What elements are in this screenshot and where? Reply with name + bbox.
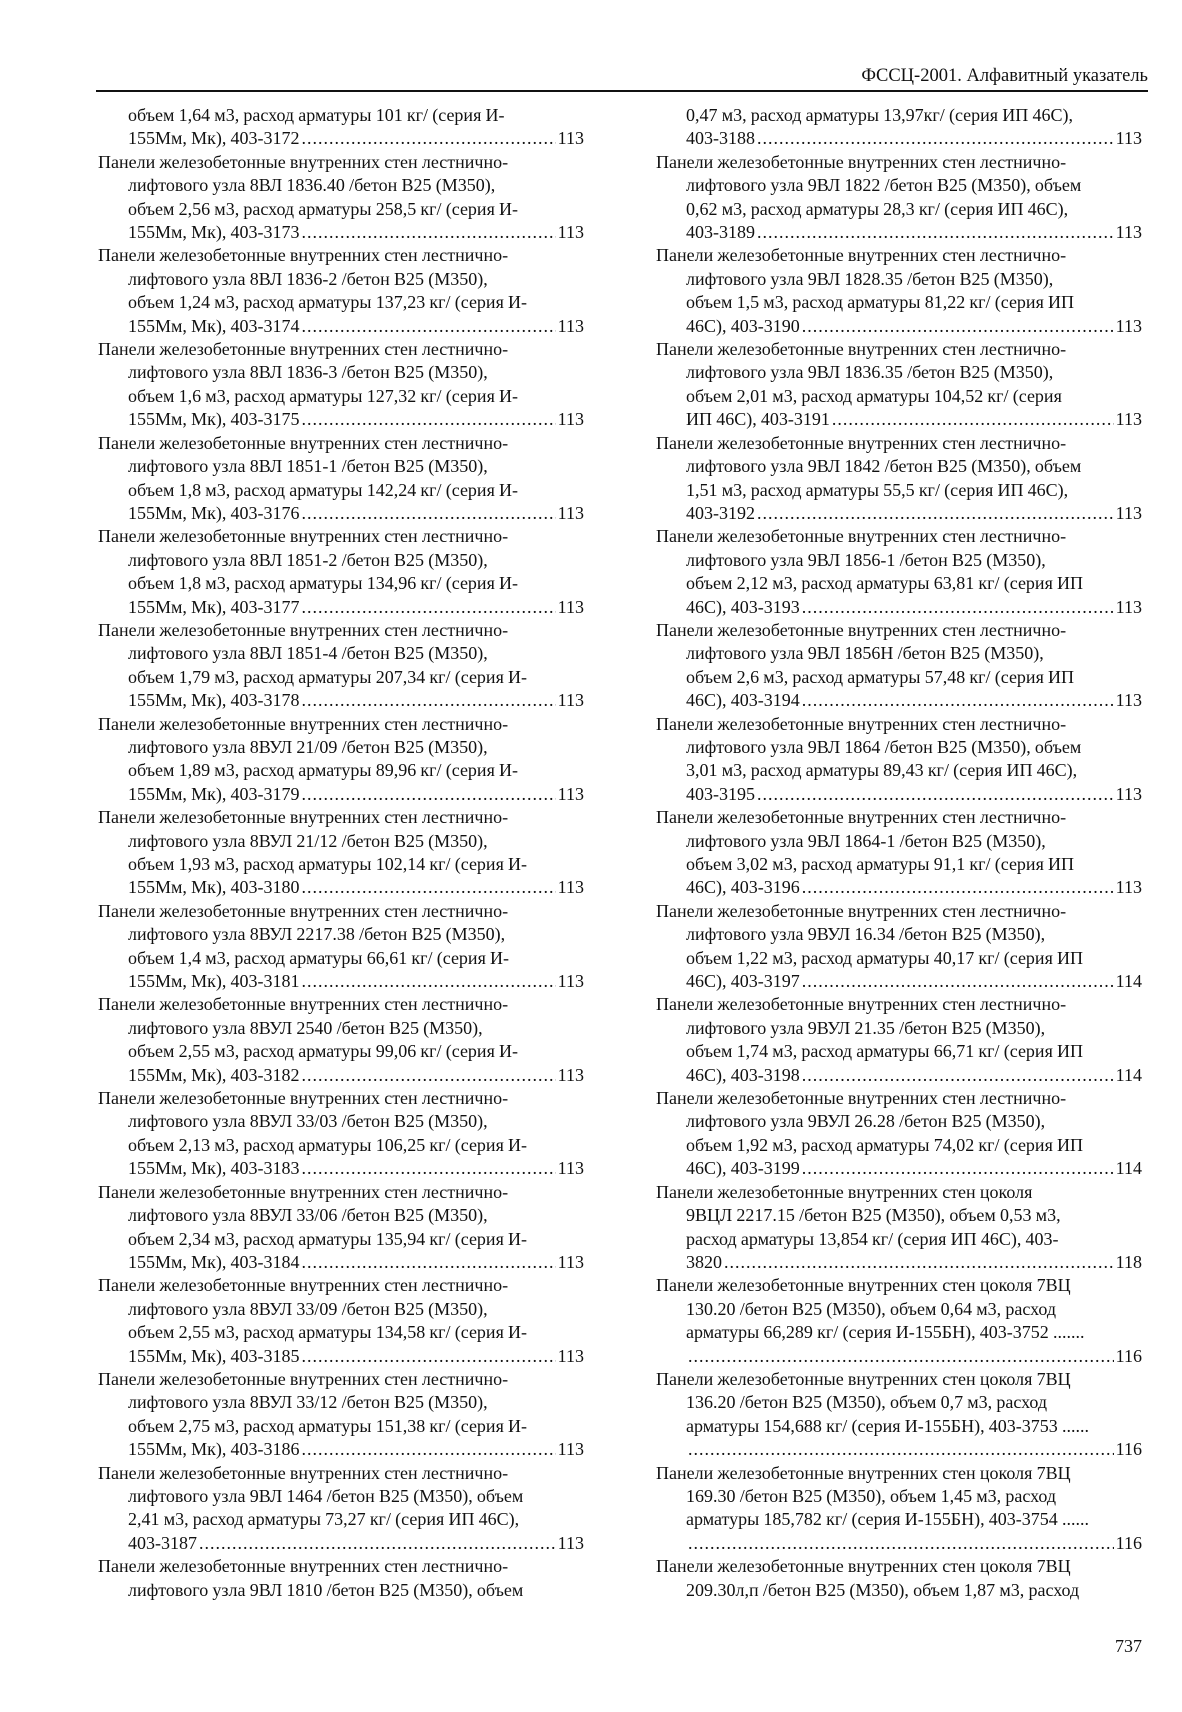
index-entry-line: лифтового узла 9ВУЛ 26.28 /бетон В25 (М350),: [686, 1111, 1046, 1132]
index-entry: [98, 1274, 584, 1368]
index-entry-last-line: [98, 127, 584, 150]
index-entry-line: Панели железобетонные внутренних стен цоколя 7ВЦ: [656, 1275, 1071, 1296]
dot-leader: [688, 1345, 1114, 1368]
index-entry-line: 1,51 м3, расход арматуры 55,5 кг/ (серия ИП 46С),: [686, 479, 1069, 500]
index-entry-text: 403-3189: [686, 222, 755, 243]
index-entry-line: объем 1,4 м3, расход арматуры 66,61 кг/ (серия И-: [128, 947, 510, 968]
index-entry-line: объем 1,74 м3, расход арматуры 66,71 кг/ (серия ИП: [686, 1041, 1084, 1062]
index-entry-page: 113: [557, 1064, 584, 1085]
index-entry: [656, 244, 1142, 338]
index-entry: [98, 104, 584, 151]
index-entry-line: Панели железобетонные внутренних стен лестнично-: [98, 432, 509, 453]
index-entry-text: 155Мм, Мк), 403-3174: [128, 315, 300, 336]
index-entry-line: лифтового узла 9ВУЛ 16.34 /бетон В25 (М350),: [686, 924, 1046, 945]
index-entry-page: 116: [1115, 1532, 1142, 1553]
index-entry-line: 0,62 м3, расход арматуры 28,3 кг/ (серия ИП 46С),: [686, 198, 1069, 219]
dot-leader: [302, 408, 556, 431]
index-entry-text: 403-3192: [686, 502, 755, 523]
index-entry-page: 116: [1115, 1345, 1142, 1366]
index-entry-line: объем 1,24 м3, расход арматуры 137,23 кг/ (серия И-: [128, 292, 528, 313]
dot-leader: [199, 1532, 556, 1555]
index-entry-line: 209.30л,п /бетон В25 (М350), объем 1,87 м3, расход: [686, 1579, 1080, 1600]
index-entry-line: объем 2,75 м3, расход арматуры 151,38 кг/ (серия И-: [128, 1415, 528, 1436]
index-entry-line: Панели железобетонные внутренних стен лестнично-: [98, 900, 509, 921]
index-entry-line: Панели железобетонные внутренних стен лестнично-: [98, 994, 509, 1015]
index-entry-page: 113: [557, 222, 584, 243]
index-entry-line: лифтового узла 8ВЛ 1851-4 /бетон В25 (М350),: [128, 643, 488, 664]
index-entry-line: Панели железобетонные внутренних стен лестнично-: [656, 339, 1067, 360]
index-entry-last-line: [656, 689, 1142, 712]
index-entry-line: Панели железобетонные внутренних стен лестнично-: [98, 1088, 509, 1109]
index-entry-text: 403-3187: [128, 1532, 197, 1553]
index-entry-line: лифтового узла 8ВУЛ 33/03 /бетон В25 (М350),: [128, 1111, 488, 1132]
index-entry-line: лифтового узла 9ВЛ 1828.35 /бетон В25 (М350),: [686, 268, 1054, 289]
index-entry-line: 130.20 /бетон В25 (М350), объем 0,64 м3, расход: [686, 1298, 1057, 1319]
index-entry-line: объем 1,8 м3, расход арматуры 134,96 кг/ (серия И-: [128, 573, 519, 594]
index-entry-page: 113: [557, 971, 584, 992]
index-entry-line: расход арматуры 13,854 кг/ (серия ИП 46С), 403-: [686, 1228, 1059, 1249]
index-entry-text: 155Мм, Мк), 403-3173: [128, 222, 300, 243]
index-entry-line: Панели железобетонные внутренних стен лестнично-: [98, 339, 509, 360]
index-entry-text: 46С), 403-3199: [686, 1158, 800, 1179]
index-entry-page: 116: [1115, 1439, 1142, 1460]
index-entry: [656, 1462, 1142, 1556]
index-entry-line: Панели железобетонные внутренних стен лестнично-: [98, 245, 509, 266]
index-entry-page: 113: [1115, 783, 1142, 804]
index-entry-text: 46С), 403-3196: [686, 877, 800, 898]
index-entry-line: Панели железобетонные внутренних стен лестнично-: [98, 1275, 509, 1296]
index-entry-page: 113: [557, 877, 584, 898]
index-entry-last-line: [98, 315, 584, 338]
index-entry-line: лифтового узла 8ВУЛ 2540 /бетон В25 (М350),: [128, 1017, 483, 1038]
page-number: 737: [1115, 1636, 1142, 1656]
index-entry-text: 155Мм, Мк), 403-3183: [128, 1158, 300, 1179]
index-entry-line: лифтового узла 9ВЛ 1822 /бетон В25 (М350), объем: [686, 175, 1082, 196]
index-entry: [98, 244, 584, 338]
index-entry: [656, 1368, 1142, 1462]
index-entry-line: Панели железобетонные внутренних стен лестнично-: [656, 1088, 1067, 1109]
index-entry-text: 155Мм, Мк), 403-3182: [128, 1064, 300, 1085]
index-entry: [656, 900, 1142, 994]
index-entry-line: Панели железобетонные внутренних стен лестнично-: [656, 151, 1067, 172]
index-entry: [656, 619, 1142, 713]
index-entry-line: объем 2,6 м3, расход арматуры 57,48 кг/ (серия ИП: [686, 666, 1075, 687]
index-entry-last-line: [98, 1157, 584, 1180]
index-entry-line: Панели железобетонные внутренних стен лестнично-: [656, 432, 1067, 453]
index-entry: [98, 1555, 584, 1602]
index-entry-line: лифтового узла 8ВЛ 1836.40 /бетон В25 (М350),: [128, 175, 496, 196]
index-entry-line: 0,47 м3, расход арматуры 13,97кг/ (серия ИП 46С),: [686, 105, 1073, 125]
index-entry-last-line: [98, 689, 584, 712]
index-entry: [656, 104, 1142, 151]
index-entry-line: 2,41 м3, расход арматуры 73,27 кг/ (серия ИП 46С),: [128, 1509, 520, 1530]
index-entry-last-line: [656, 315, 1142, 338]
index-entry: [98, 993, 584, 1087]
index-entry-line: 136.20 /бетон В25 (М350), объем 0,7 м3, расход: [686, 1392, 1048, 1413]
index-entry-last-line: [656, 127, 1142, 150]
index-entry-last-line: [98, 1064, 584, 1087]
index-entry: [656, 151, 1142, 245]
index-entry-page: 113: [557, 502, 584, 523]
index-entry-page: 113: [1115, 877, 1142, 898]
index-entry-line: объем 2,55 м3, расход арматуры 134,58 кг/ (серия И-: [128, 1322, 528, 1343]
index-entry-line: объем 2,56 м3, расход арматуры 258,5 кг/ (серия И-: [128, 198, 519, 219]
index-entry-text: 155Мм, Мк), 403-3175: [128, 409, 300, 430]
index-entry-last-line: [656, 876, 1142, 899]
index-entry-page: 114: [1115, 1158, 1142, 1179]
index-entry-line: Панели железобетонные внутренних стен цоколя 7ВЦ: [656, 1462, 1071, 1483]
index-entry-last-line: [656, 1532, 1142, 1555]
index-entry-page: 113: [557, 596, 584, 617]
index-entry-line: объем 2,12 м3, расход арматуры 63,81 кг/ (серия ИП: [686, 573, 1084, 594]
index-entry: [656, 1087, 1142, 1181]
index-entry-text: 403-3195: [686, 783, 755, 804]
index-entry-line: лифтового узла 8ВЛ 1836-3 /бетон В25 (М350),: [128, 362, 488, 383]
index-entry: [656, 1555, 1142, 1602]
index-entry-line: Панели железобетонные внутренних стен цоколя: [656, 1181, 1033, 1202]
index-entry-line: объем 1,89 м3, расход арматуры 89,96 кг/ (серия И-: [128, 760, 519, 781]
index-entry-last-line: [98, 876, 584, 899]
index-column-left: [98, 104, 584, 1602]
index-entry-last-line: [656, 1064, 1142, 1087]
index-entry-line: Панели железобетонные внутренних стен цоколя 7ВЦ: [656, 1368, 1071, 1389]
index-entry-last-line: [98, 221, 584, 244]
index-entry: [98, 619, 584, 713]
index-entry-line: лифтового узла 9ВЛ 1864 /бетон В25 (М350), объем: [686, 736, 1082, 757]
dot-leader: [724, 1251, 1114, 1274]
dot-leader: [802, 876, 1114, 899]
index-column-right: [656, 104, 1142, 1602]
index-entry-page: 114: [1115, 1064, 1142, 1085]
index-entry: [98, 525, 584, 619]
index-entry-page: 113: [557, 690, 584, 711]
index-entry-last-line: [656, 1345, 1142, 1368]
index-entry-text: 155Мм, Мк), 403-3181: [128, 971, 300, 992]
index-entry: [98, 806, 584, 900]
index-entry: [656, 806, 1142, 900]
index-entry-line: Панели железобетонные внутренних стен лестнично-: [98, 1181, 509, 1202]
index-entry-page: 113: [557, 409, 584, 430]
dot-leader: [802, 596, 1114, 619]
index-entry-line: объем 1,22 м3, расход арматуры 40,17 кг/ (серия ИП: [686, 947, 1084, 968]
index-entry-page: 113: [1115, 409, 1142, 430]
dot-leader: [688, 1438, 1114, 1461]
index-entry-line: лифтового узла 8ВУЛ 33/09 /бетон В25 (М350),: [128, 1298, 488, 1319]
index-entry-text: 46С), 403-3197: [686, 971, 800, 992]
index-entry-text: 155Мм, Мк), 403-3185: [128, 1345, 300, 1366]
dot-leader: [802, 1157, 1114, 1180]
index-entry-last-line: [98, 1532, 584, 1555]
index-entry-text: 155Мм, Мк), 403-3172: [128, 128, 300, 149]
index-entry-text: 46С), 403-3194: [686, 690, 800, 711]
index-entry-line: арматуры 185,782 кг/ (серия И-155БН), 403-3754 ......: [686, 1509, 1089, 1530]
dot-leader: [757, 127, 1114, 150]
index-entry-page: 113: [557, 128, 584, 149]
index-entry-line: лифтового узла 9ВЛ 1842 /бетон В25 (М350), объем: [686, 456, 1082, 477]
dot-leader: [302, 970, 556, 993]
index-entry-line: арматуры 154,688 кг/ (серия И-155БН), 403-3753 ......: [686, 1415, 1089, 1436]
index-entry-last-line: [98, 502, 584, 525]
index-entry-line: лифтового узла 8ВУЛ 33/12 /бетон В25 (М350),: [128, 1392, 488, 1413]
index-entry-last-line: [656, 783, 1142, 806]
dot-leader: [302, 783, 556, 806]
dot-leader: [302, 1157, 556, 1180]
index-entry-line: Панели железобетонные внутренних стен лестнично-: [656, 807, 1067, 828]
index-entry-line: Панели железобетонные внутренних стен лестнично-: [656, 619, 1067, 640]
index-entry-page: 114: [1115, 971, 1142, 992]
index-entry-line: Панели железобетонные внутренних стен лестнично-: [98, 1556, 509, 1577]
index-entry-last-line: [98, 1251, 584, 1274]
index-entry-last-line: [656, 1438, 1142, 1461]
index-entry-page: 113: [1115, 128, 1142, 149]
index-entry-line: лифтового узла 8ВУЛ 33/06 /бетон В25 (М350),: [128, 1205, 488, 1226]
index-entry-line: объем 1,6 м3, расход арматуры 127,32 кг/ (серия И-: [128, 385, 519, 406]
index-entry-page: 113: [1115, 502, 1142, 523]
index-entry: [98, 713, 584, 807]
dot-leader: [757, 221, 1114, 244]
index-entry-page: 113: [557, 1251, 584, 1272]
index-entry-line: лифтового узла 8ВЛ 1851-1 /бетон В25 (М350),: [128, 456, 488, 477]
index-entry-last-line: [656, 1251, 1142, 1274]
index-entry-page: 113: [1115, 690, 1142, 711]
index-entry-line: лифтового узла 9ВЛ 1810 /бетон В25 (М350), объем: [128, 1579, 524, 1600]
index-entry: [98, 1462, 584, 1556]
index-entry-text: 155Мм, Мк), 403-3179: [128, 783, 300, 804]
index-entry-last-line: [98, 970, 584, 993]
index-entry-line: лифтового узла 9ВЛ 1856Н /бетон В25 (М350),: [686, 643, 1044, 664]
index-entry-page: 113: [557, 783, 584, 804]
index-entry-last-line: [98, 783, 584, 806]
index-entry-line: Панели железобетонные внутренних стен лестнично-: [656, 900, 1067, 921]
index-entry-text: 3820: [686, 1251, 722, 1272]
index-entry-line: 9ВЦЛ 2217.15 /бетон В25 (М350), объем 0,53 м3,: [686, 1205, 1061, 1226]
index-entry-text: 155Мм, Мк), 403-3184: [128, 1251, 300, 1272]
index-entry-line: объем 1,92 м3, расход арматуры 74,02 кг/ (серия ИП: [686, 1134, 1084, 1155]
index-entry-last-line: [98, 1345, 584, 1368]
index-entry-text: ИП 46С), 403-3191: [686, 409, 830, 430]
index-entry-page: 118: [1115, 1251, 1142, 1272]
dot-leader: [802, 1064, 1114, 1087]
index-entry: [656, 525, 1142, 619]
index-entry-line: Панели железобетонные внутренних стен лестнично-: [656, 245, 1067, 266]
dot-leader: [302, 1345, 556, 1368]
index-entry-last-line: [98, 408, 584, 431]
index-entry-last-line: [656, 596, 1142, 619]
index-entry-line: лифтового узла 9ВУЛ 21.35 /бетон В25 (М350),: [686, 1017, 1046, 1038]
index-entry-line: объем 1,5 м3, расход арматуры 81,22 кг/ (серия ИП: [686, 292, 1075, 313]
index-entry-last-line: [656, 970, 1142, 993]
index-entry: [98, 432, 584, 526]
index-entry: [98, 1368, 584, 1462]
index-entry: [656, 432, 1142, 526]
index-entry: [656, 1181, 1142, 1275]
index-entry-text: 46С), 403-3193: [686, 596, 800, 617]
index-entry-page: 113: [557, 1158, 584, 1179]
dot-leader: [757, 783, 1114, 806]
index-entry-line: лифтового узла 9ВЛ 1464 /бетон В25 (М350), объем: [128, 1485, 524, 1506]
dot-leader: [302, 1064, 556, 1087]
index-entry: [98, 338, 584, 432]
dot-leader: [802, 970, 1114, 993]
index-entry-line: объем 1,93 м3, расход арматуры 102,14 кг/ (серия И-: [128, 854, 528, 874]
index-entry-text: 403-3188: [686, 128, 755, 149]
index-entry-line: Панели железобетонные внутренних стен лестнично-: [656, 994, 1067, 1015]
index-entry-line: лифтового узла 8ВЛ 1836-2 /бетон В25 (М350),: [128, 268, 488, 289]
index-entry-text: 46С), 403-3190: [686, 315, 800, 336]
index-entry-line: объем 3,02 м3, расход арматуры 91,1 кг/ (серия ИП: [686, 854, 1075, 874]
dot-leader: [302, 689, 556, 712]
index-entry-text: 155Мм, Мк), 403-3176: [128, 502, 300, 523]
index-entry: [98, 1181, 584, 1275]
running-header-title: ФССЦ-2001. Алфавитный указатель: [861, 66, 1148, 86]
index-entry-line: объем 1,79 м3, расход арматуры 207,34 кг/ (серия И-: [128, 666, 528, 687]
index-entry-page: 113: [557, 315, 584, 336]
dot-leader: [302, 221, 556, 244]
index-entry-page: 113: [557, 1532, 584, 1553]
index-entry-line: Панели железобетонные внутренних стен лестнично-: [98, 619, 509, 640]
index-entry-line: объем 2,34 м3, расход арматуры 135,94 кг/ (серия И-: [128, 1228, 528, 1249]
index-entry: [656, 993, 1142, 1087]
index-entry: [98, 1087, 584, 1181]
index-entry-page: 113: [1115, 222, 1142, 243]
index-entry-line: Панели железобетонные внутренних стен лестнично-: [98, 1462, 509, 1483]
dot-leader: [302, 502, 556, 525]
dot-leader: [302, 127, 556, 150]
index-entry-line: Панели железобетонные внутренних стен цоколя 7ВЦ: [656, 1556, 1071, 1577]
index-entry-line: объем 1,8 м3, расход арматуры 142,24 кг/ (серия И-: [128, 479, 519, 500]
dot-leader: [688, 1532, 1114, 1555]
index-entry-line: лифтового узла 8ВУЛ 21/12 /бетон В25 (М350),: [128, 830, 488, 851]
index-entry-line: Панели железобетонные внутренних стен лестнично-: [656, 713, 1067, 734]
index-entry-last-line: [656, 408, 1142, 431]
index-entry: [98, 900, 584, 994]
index-entry-page: 113: [1115, 596, 1142, 617]
dot-leader: [302, 596, 556, 619]
index-entry-line: объем 2,13 м3, расход арматуры 106,25 кг/ (серия И-: [128, 1134, 528, 1155]
index-entry-line: Панели железобетонные внутренних стен лестнично-: [98, 151, 509, 172]
dot-leader: [302, 876, 556, 899]
index-entry-text: 155Мм, Мк), 403-3186: [128, 1439, 300, 1460]
index-entry-text: 155Мм, Мк), 403-3180: [128, 877, 300, 898]
index-entry-line: лифтового узла 8ВУЛ 2217.38 /бетон В25 (М350),: [128, 924, 506, 945]
index-entry-text: 155Мм, Мк), 403-3177: [128, 596, 300, 617]
dot-leader: [302, 1251, 556, 1274]
index-entry-page: 113: [557, 1439, 584, 1460]
dot-leader: [757, 502, 1114, 525]
index-entry-text: 155Мм, Мк), 403-3178: [128, 690, 300, 711]
index-entry-line: 169.30 /бетон В25 (М350), объем 1,45 м3, расход: [686, 1485, 1057, 1506]
index-entry-line: объем 1,64 м3, расход арматуры 101 кг/ (серия И-: [128, 105, 505, 125]
index-entry-line: объем 2,55 м3, расход арматуры 99,06 кг/ (серия И-: [128, 1041, 519, 1062]
index-entry-line: лифтового узла 8ВУЛ 21/09 /бетон В25 (М350),: [128, 736, 488, 757]
index-entry-last-line: [98, 1438, 584, 1461]
index-entry-line: лифтового узла 9ВЛ 1856-1 /бетон В25 (М350),: [686, 549, 1046, 570]
index-entry-last-line: [656, 502, 1142, 525]
index-entry-text: 46С), 403-3198: [686, 1064, 800, 1085]
index-entry-last-line: [656, 1157, 1142, 1180]
index-entry-line: лифтового узла 9ВЛ 1836.35 /бетон В25 (М350),: [686, 362, 1054, 383]
index-entry: [656, 338, 1142, 432]
index-entry-line: 3,01 м3, расход арматуры 89,43 кг/ (серия ИП 46С),: [686, 760, 1078, 781]
index-entry-line: Панели железобетонные внутренних стен лестнично-: [98, 807, 509, 828]
dot-leader: [832, 408, 1114, 431]
dot-leader: [802, 315, 1114, 338]
index-entry-last-line: [98, 596, 584, 619]
index-entry-page: 113: [557, 1345, 584, 1366]
index-entry-line: Панели железобетонные внутренних стен лестнично-: [98, 526, 509, 547]
index-entry-line: Панели железобетонные внутренних стен лестнично-: [98, 713, 509, 734]
running-header: [96, 66, 1148, 92]
index-entry-line: лифтового узла 8ВЛ 1851-2 /бетон В25 (М350),: [128, 549, 488, 570]
index-entry-page: 113: [1115, 315, 1142, 336]
index-entry-line: Панели железобетонные внутренних стен лестнично-: [98, 1368, 509, 1389]
dot-leader: [302, 315, 556, 338]
index-entry-line: лифтового узла 9ВЛ 1864-1 /бетон В25 (М350),: [686, 830, 1046, 851]
index-entry: [98, 151, 584, 245]
index-entry: [656, 713, 1142, 807]
index-entry-line: арматуры 66,289 кг/ (серия И-155БН), 403-3752 .......: [686, 1322, 1085, 1343]
index-entry-line: объем 2,01 м3, расход арматуры 104,52 кг/ (серия: [686, 385, 1062, 406]
dot-leader: [302, 1438, 556, 1461]
index-entry-line: Панели железобетонные внутренних стен лестнично-: [656, 526, 1067, 547]
index-entry: [656, 1274, 1142, 1368]
index-entry-last-line: [656, 221, 1142, 244]
dot-leader: [802, 689, 1114, 712]
